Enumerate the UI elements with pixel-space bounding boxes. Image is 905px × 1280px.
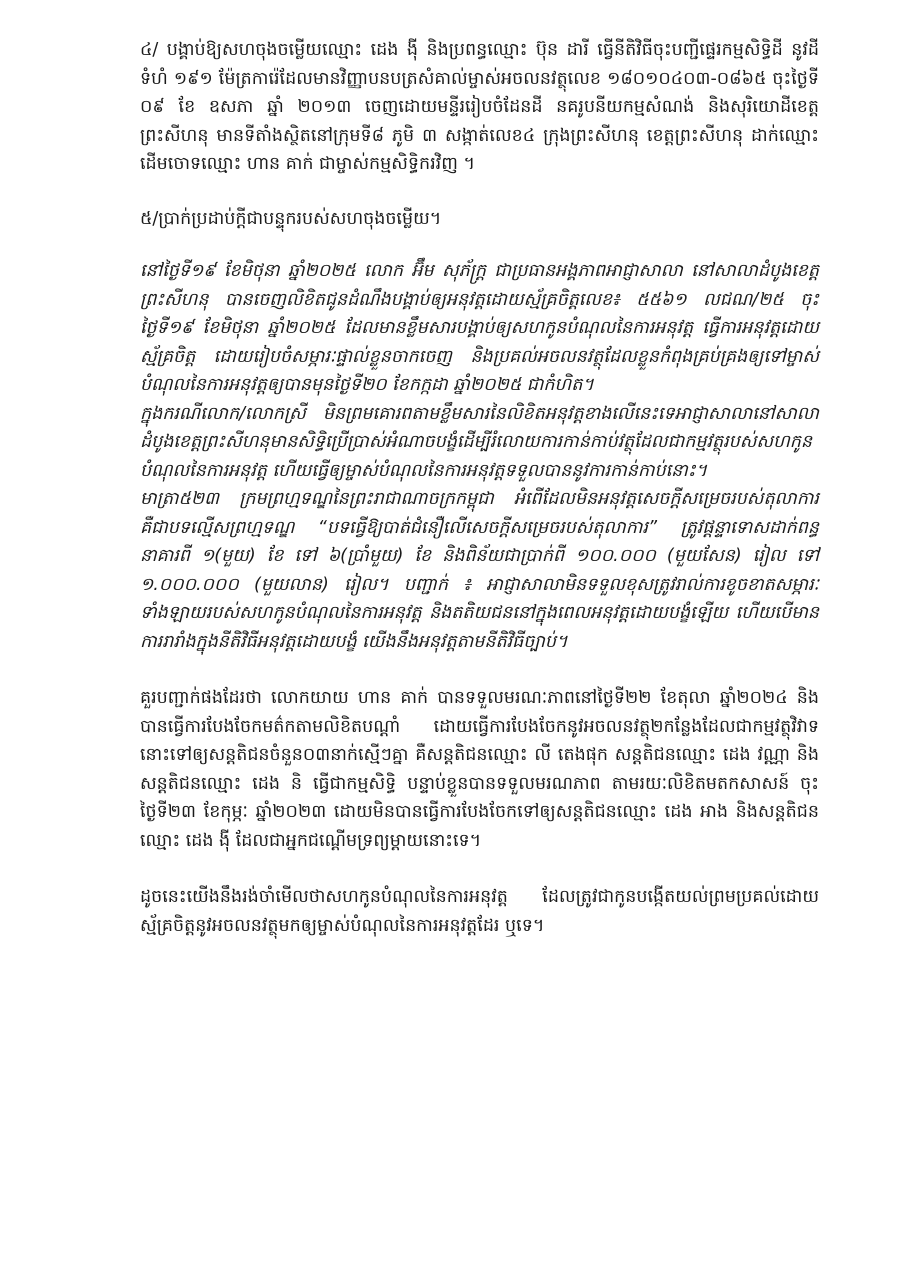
paragraph-enforcement-warning: ក្នុងករណីលោក/លោកស្រី មិនព្រមគោរពតាមខ្លឹមសារនៃលិខិតអនុវត្តខាងលើនេះទេអាជ្ញាសាលានៅសាលាដំបូងខេត្តព្រះសីហនុមានសិទ្ធិប្រើប្រាស់អំណាចបង្ខំដើម្បីរំលោយការកាន់កាប់វត្ថុដែលជាកម្មវត្ថុរបស់សហកូនបំណុលនៃការអនុវត្ត ហើយធ្វើឲ្យម្ចាស់បំណុលនៃការអនុវត្តទទួលបាននូវការកាន់កាប់នោះ។	[140, 403, 819, 481]
paragraph-inheritance-note: គួរបញ្ជាក់ផងដែរថា លោកយាយ ហាន គាក់ បានទទួលមរណៈភាពនៅថ្ងៃទី២២ ខែតុលា ឆ្នាំ២០២៤ និងបានធ្វើការបែងចែកមត៌កតាមលិខិតបណ្តាំ ដោយធ្វើការបែងចែកនូវអចលនវត្ថុ២កន្លែងដែលជាកម្មវត្ថុវិវាទនោះទៅឲ្យសន្តតិជនចំនួន០៣នាក់ស្មើៗគ្នា គឺសន្តតិជនឈ្មោះ លី តេងផុក សន្តតិជនឈ្មោះ ដេង វណ្ណា និងសន្តតិជនឈ្មោះ ដេង និ ធ្វើជាកម្មសិទ្ធិ បន្ទាប់ខ្លួនបានទទួលមរណភាព តាមរយៈលិខិតមតកសាសន៍ ចុះថ្ងៃទី២៣ ខែកុម្ភៈ ឆ្នាំ២០២៣ ដោយមិនបានធ្វើការបែងចែកទៅឲ្យសន្តតិជនឈ្មោះ ដេង អាង និងសន្តតិជនឈ្មោះ ដេង ង៉ី ដែលជាអ្នកជណ្តើមទ្រព្យម្តាយនោះទេ។	[140, 688, 819, 851]
paragraph-article-523: មាត្រា៥២៣ ក្រមព្រហ្មទណ្ឌនៃព្រះរាជាណាចក្រកម្ពុជា អំពើដែលមិនអនុវត្តសេចក្តីសម្រេចរបស់តុលាការ គឺជាបទល្មើសព្រហ្មទណ្ឌ “បទធ្វើឱ្យបាត់ជំនឿលើសេចក្តីសម្រេចរបស់តុលាការ” ត្រូវផ្តន្ទាទោសដាក់ពន្ធនាគារពី ១(មួយ) ខែ ទៅ ៦(ប្រាំមួយ) ខែ និងពិន័យជាប្រាក់ពី ១០០.០០០ (មួយសែន) រៀល ទៅ ១.០០០.០០០ (មួយលាន) រៀល។ បញ្ជាក់ ៖ អាជ្ញាសាលាមិនទទួលខុសត្រូវរាល់ការខូចខាតសម្ភារៈទាំងឡាយរបស់សហកូនបំណុលនៃការអនុវត្ត និងតតិយជននៅក្នុងពេលអនុវត្តដោយបង្ខំឡើយ ហើយបើមានការរារាំងក្នុងនីតិវិធីអនុវត្តដោយបង្ខំ យើងនឹងអនុវត្តតាមនីតិវិធីច្បាប់។	[140, 489, 819, 652]
paragraph-order-5: ៥/ប្រាក់ប្រដាប់ក្តីជាបន្ទុករបស់សហចុងចម្លើយ។	[140, 208, 442, 229]
paragraph-order-4: ៤/ បង្គាប់ឱ្យសហចុងចម្លើយឈ្មោះ ដេង ង៉ី និងប្រពន្ធឈ្មោះ ប៊ុន ដារី ធ្វើនីតិវិធីចុះបញ្ជីផ្ទេរកម្មសិទ្ធិដី នូវដីទំហំ ១៩១ ម៉ែត្រការ៉េដែលមានវិញ្ញាបនបត្រសំគាល់ម្ចាស់អចលនវត្ថុលេខ ១៨០១០៤០៣-០៨៦៥ ចុះថ្ងៃទី ០៩ ខែ ឧសភា ឆ្នាំ ២០១៣ ចេញដោយមន្ទីររៀបចំដែនដី នគរូបនីយកម្មសំណង់ និងសុរិយោដីខេត្តព្រះសីហនុ មានទីតាំងស្ថិតនៅក្រុមទី៨ ភូមិ ៣ សង្កាត់លេខ៤ ក្រុងព្រះសីហនុ ខេត្តព្រះសីហនុ ដាក់ឈ្មោះដើមចោទឈ្មោះ ហាន គាក់ ជាម្ចាស់កម្មសិទ្ធិករវិញ ។	[140, 40, 819, 174]
paragraph-notice-date: នៅថ្ងៃទី១៩ ខែមិថុនា ឆ្នាំ២០២៥ លោក អ៊ឹម សុភ័ក្ត្រ ជាប្រធានអង្គភាពអាជ្ញាសាលា នៅសាលាដំបូងខេត្តព្រះសីហនុ បានចេញលិខិតជូនដំណឹងបង្គាប់ឲ្យអនុវត្តដោយស្ម័គ្រចិត្តលេខ៖ ៥៥៦១ លជណ/២៥ ចុះថ្ងៃទី១៩ ខែមិថុនា ឆ្នាំ២០២៥ ដែលមានខ្លឹមសារបង្គាប់ឲ្យសហកូនបំណុលនៃការអនុវត្ត ធ្វើការអនុវត្តដោយស្ម័គ្រចិត្ត ដោយរៀបចំសម្ភារៈផ្ទាល់ខ្លួនចាកចេញ និងប្រគល់អចលនវត្ថុដែលខ្លួនកំពុងគ្រប់គ្រងឲ្យទៅម្ចាស់បំណុលនៃការអនុវត្តឲ្យបានមុនថ្ងៃទី២០ ខែកក្កដា ឆ្នាំ២០២៥ ជាកំហិត។	[140, 261, 819, 395]
paragraph-conclusion: ដូចនេះយើងនឹងរង់ចាំមើលថាសហកូនបំណុលនៃការអនុវត្ត ដែលត្រូវជាកូនបង្កើតយល់ព្រមប្រគល់ដោយស្ម័គ្រចិត្តនូវអចលនវត្ថុមកឲ្យម្ចាស់បំណុលនៃការអនុវត្តដែរ ឬទេ។	[140, 887, 819, 936]
